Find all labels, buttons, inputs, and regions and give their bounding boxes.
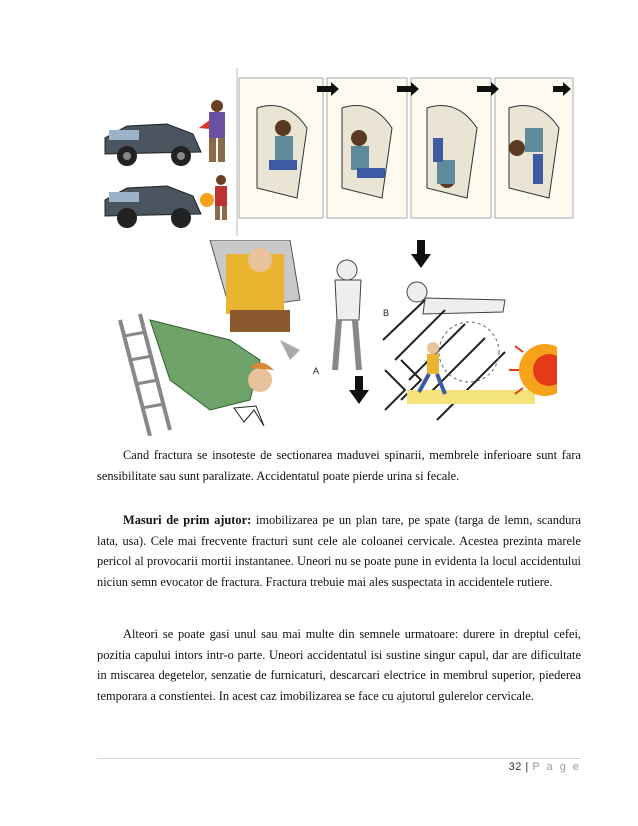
fall-and-electric-shock-illustration xyxy=(305,240,557,436)
paragraph-signs xyxy=(97,624,581,706)
paragraph-1-text: Cand fractura se insoteste de sectionarea maduvei spinarii, membrele inferioare sunt fara sensibilitate sau sunt paralizate. Accidentatul poate pierde urina si fecale. xyxy=(97,448,581,483)
fall-electric-svg xyxy=(305,240,557,436)
paragraph-spinal-cord xyxy=(97,445,581,486)
car-impact-sequence-svg xyxy=(97,68,575,236)
page-label: P a g e xyxy=(532,761,581,773)
car-impact-sequence-illustration xyxy=(97,68,575,236)
ladder-fall-svg xyxy=(110,240,308,436)
page-footer xyxy=(509,761,581,773)
figure-label-b: B xyxy=(383,308,390,318)
page-number: 32 xyxy=(508,761,522,773)
paragraph-3-text: Alteori se poate gasi unul sau mai multe din semnele urmatoare: durere in dreptul cefei, pozitia capului intors intr-o parte. Uneori accidentatul isi sustine singur capul, dar are dificultate in miscarea degetelor, senzatie de furnicaturi, descarcari electrice in membrul superior, piederea temporara a constientei. In acest caz imobilizarea se face cu ajutorul gulerelor cervicale. xyxy=(97,627,581,703)
first-aid-heading: Masuri de prim ajutor: xyxy=(123,513,252,527)
paragraph-2-text: imobilizarea pe un plan tare, pe spate (targa de lemn, scandura lata, usa). Cele mai frecvente fracturi sunt cele ale coloanei cervicale. Acestea prezinta marele pericol al provocarii mortii instantanee. Uneori nu se poate pune in evidenta la locul accidentului niciun semn evocator de fractura. Fractura trebuie mai ales suspectata in accidentele rutiere. xyxy=(97,513,581,589)
footer-divider xyxy=(97,758,581,759)
figure-label-a: A xyxy=(313,366,320,376)
ladder-fall-and-car-injury-illustration xyxy=(110,240,308,436)
footer-separator: | xyxy=(525,761,529,773)
paragraph-first-aid xyxy=(97,510,581,592)
